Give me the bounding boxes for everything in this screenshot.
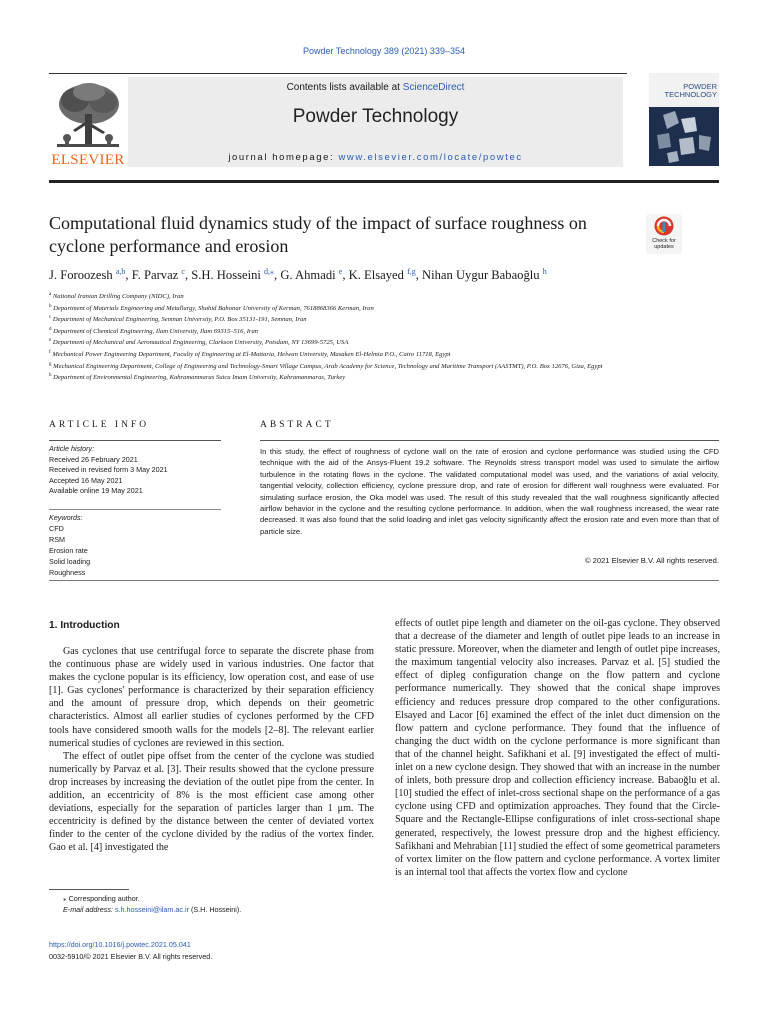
doi-link[interactable]: https://doi.org/10.1016/j.powtec.2021.05.041 — [49, 940, 191, 949]
affiliation-item — [49, 290, 719, 302]
email-label: E-mail address: — [63, 904, 115, 914]
author-name[interactable] — [191, 268, 274, 282]
issn-copyright: 0032-5910/© 2021 Elsevier B.V. All rights reserved. — [49, 952, 213, 961]
header-bottom-rule — [49, 180, 719, 183]
cover-title-line-2: TECHNOLOGY — [664, 90, 717, 99]
footnotes — [49, 894, 374, 915]
cover-title — [651, 83, 717, 99]
corresponding-author-note: ⁎ Corresponding author. — [63, 894, 140, 903]
author-name-text: Nihan Uygur Babaoğlu — [422, 268, 540, 283]
affiliation-item — [49, 336, 719, 348]
affiliation-key: d — [49, 326, 52, 332]
contents-line — [128, 82, 623, 93]
affiliation-text: Department of Materials Engineering and Metallurgy, Shahid Bahonar University of Kerman, 7618868366 Kerman, Iran — [53, 304, 374, 312]
body-column-right — [395, 617, 720, 879]
body-column-left — [49, 645, 374, 855]
history-item: Received in revised form 3 May 2021 — [49, 465, 168, 475]
footnote-rule — [49, 889, 129, 890]
affiliation-text: Department of Mechanical and Aeronautical Engineering, Clarkson University, Potsdam, NY 13699-5725, USA — [52, 339, 349, 347]
author-name-text: F. Parvaz — [131, 268, 179, 283]
affiliation-key: b — [49, 303, 52, 309]
crossmark-label-line-1: Check for — [652, 238, 676, 244]
keywords-label: Keywords: — [49, 513, 83, 522]
keywords-list — [49, 512, 221, 578]
elsevier-wordmark: ELSEVIER — [51, 152, 125, 168]
abstract-copyright: © 2021 Elsevier B.V. All rights reserved. — [584, 556, 719, 565]
author-name[interactable] — [132, 268, 185, 282]
keyword-item: RSM — [49, 535, 65, 544]
history-item: Accepted 16 May 2021 — [49, 475, 123, 485]
keyword-item: CFD — [49, 524, 64, 533]
author-name-text: K. Elsayed — [348, 268, 404, 283]
author-affiliation-sup[interactable]: h — [542, 267, 547, 276]
affiliation-item — [49, 325, 719, 337]
section-heading-introduction: 1. Introduction — [49, 620, 120, 631]
sciencedirect-link[interactable]: ScienceDirect — [402, 82, 465, 93]
author-name-text: G. Ahmadi — [280, 268, 336, 283]
author-affiliation-sup[interactable]: c — [181, 267, 185, 276]
journal-reference[interactable]: Powder Technology 389 (2021) 339–354 — [303, 46, 465, 56]
author-list: J. Foroozesh $^{a,b}$, F. Parvaz $^c$, S.H. Hosseini $^{d,⁎}$, G. Ahmadi $^e$, K. Elsayed $^{f,g}$, Nihan Uygur Babaoğlu $^h$ — [49, 267, 547, 283]
affiliation-key: c — [49, 315, 52, 321]
contents-prefix: Contents lists available at — [286, 82, 403, 93]
affiliation-list — [49, 290, 719, 383]
email-link[interactable]: s.h.hosseini@ilam.ac.ir — [114, 904, 189, 914]
affiliation-text: Mechanical Engineering Department, College of Engineering and Technology-Smart Village Campus, Arab Academy for Science, Technology and Maritime Transport (AASTMT), P.O. Box 12676, Giza, Egypt — [53, 362, 603, 370]
affiliation-key: h — [49, 373, 52, 379]
journal-title: Powder Technology — [292, 106, 459, 127]
affiliation-text: Mechanical Power Engineering Department, Faculty of Engineering at El-Mattaria, Helwan University, Masaken El-Helmia P.O., Cairo 11718, Egypt — [52, 351, 451, 359]
article-info-heading: ARTICLE INFO — [49, 420, 150, 430]
affiliation-key: g — [49, 361, 52, 367]
homepage-link[interactable]: www.elsevier.com/locate/powtec — [338, 152, 523, 163]
affiliation-item — [49, 348, 719, 360]
affiliation-item — [49, 360, 719, 372]
homepage-label: journal homepage: — [228, 152, 339, 163]
author-affiliation-sup[interactable]: f,g — [407, 267, 416, 276]
affiliation-key: e — [49, 338, 52, 344]
article-info-rule — [49, 440, 221, 441]
body-paragraph: The effect of outlet pipe offset from the center of the cyclone was studied numerically by Parvaz et al. [3]. Their results showed that the cyclone pressure drop increases by increasing the deviation of the outlet pipe from the center. In addition, an eccentricity of 8% is the most efficient case among other deviations, especially for the separation of particles larger than 1 μm. The eccentricity is defined by the distance between the center of deviated vortex finder to the center of the cyclone divided by the radius of the vortex finder. Gao et al. [4] investigated the — [49, 750, 374, 854]
email-owner: (S.H. Hosseini). — [188, 904, 242, 914]
affiliation-item — [49, 371, 719, 383]
history-label: Article history: — [49, 444, 95, 453]
keyword-item: Roughness — [49, 568, 86, 577]
abstract-heading: ABSTRACT — [260, 420, 334, 430]
affiliation-text: Department of Mechanical Engineering, Semnan University, P.O. Box 35131-191, Semnan, Iran — [52, 316, 307, 324]
keyword-item: Erosion rate — [49, 546, 88, 555]
journal-cover-thumbnail[interactable] — [649, 73, 719, 166]
cover-artwork-icon — [649, 107, 719, 166]
affiliation-key: a — [49, 292, 52, 297]
history-item: Available online 19 May 2021 — [49, 486, 143, 496]
author-name[interactable] — [349, 268, 416, 282]
history-item: Received 26 February 2021 — [49, 454, 138, 464]
author-name-text: J. Foroozesh — [49, 268, 113, 283]
affiliation-item — [49, 313, 719, 325]
author-name[interactable] — [49, 268, 125, 282]
email-note — [49, 905, 374, 916]
body-paragraph: effects of outlet pipe length and diameter on the oil-gas cyclone. They observed that a decrease of the diameter and length of outlet pipe leads to an increase in static pressure. Moreover, when the diameter and length of outlet pipe increases, the maximum tangential velocity also increases. Parvaz et al. [5] studied the effect of dipleg configuration change on the flow pattern and cyclone performance numerically. They showed that the conical shape improves efficiency and reduces pressure drop compared to the other configurations. Elsayed and Lacor [6] examined the effect of the inlet duct dimension on the flow pattern and cyclone performance. They found that the influence of changing the duct width on the cyclone performance is more significant than that of the channel height. Safikhani et al. [9] investigated the effect of multi-inlet on a new cyclone design. They showed that with an increase in the number of inlets, both pressure drop and collection efficiency increase. Babaoğlu et al. [10] studied the effect of inlet-cross sectional shape on the performance of a gas cyclone using CFD and optimization approaches. They found that the Circle-Square and the Rectangle-Ellipse configurations of inlet cross-sectional shape generated, respectively, the lowest pressure drop and the highest efficiency. Safikhani and Mehrabian [11] studied the effect of some geometrical parameters of vortex limiter on the flow pattern and cyclone performance. A vortex limiter is an internal tool that affects the vortex flow and cyclone — [395, 618, 720, 878]
article-title: Computational fluid dynamics study of the impact of surface roughness on cyclone performance and erosion — [49, 213, 587, 256]
article-history — [49, 444, 221, 497]
keywords-rule — [49, 509, 221, 510]
author-affiliation-sup[interactable]: e — [338, 267, 343, 276]
section-divider — [49, 580, 719, 581]
affiliation-text: National Iranian Drilling Company (NIDC), Iran — [52, 293, 184, 301]
crossmark-label — [645, 238, 683, 250]
affiliation-item — [49, 302, 719, 314]
cover-title-line-1: POWDER — [683, 82, 717, 91]
keyword-item: Solid loading — [49, 557, 91, 566]
crossmark-label-line-2: updates — [654, 244, 674, 250]
author-name[interactable] — [422, 268, 547, 282]
journal-homepage — [128, 152, 623, 163]
affiliation-key: f — [49, 349, 51, 355]
author-affiliation-sup[interactable]: a,b — [115, 267, 126, 276]
author-name-text: S.H. Hosseini — [191, 268, 261, 283]
author-name[interactable] — [280, 268, 342, 282]
affiliation-text: Department of Chemical Engineering, Ilam University, Ilam 69315–516, Iran — [53, 327, 259, 335]
abstract-body: In this study, the effect of roughness of cyclone wall on the rate of erosion and cyclone performance was studied using the CFD technique with the aid of the Ansys-Fluent 19.2 software. The Reynolds stress transport model was used to simulate the airflow turbulence in the rotating flows in the cyclone. The validated computational model was used, and the variations of axial velocity, tangential velocity, collection efficiency, cyclone pressure drop, and rate of erosion for different wall roughness were evaluated. For simulating surface erosion, the Oka model was used. The result of this study revealed that the wall roughness significantly affected airflow behavior in the cyclone and the resulting cyclone performance. In addition, when the wall roughness increased, the wear rate decreased. It was also found that the solid loading and inlet gas velocity significantly affect the erosion rate and even more than that of particle size. — [260, 447, 719, 536]
author-affiliation-sup[interactable]: d,⁎ — [264, 267, 275, 276]
body-paragraph: Gas cyclones that use centrifugal force to separate the discrete phase from the continuous phase are widely used in various industries. One factor that makes the cyclone popular is its efficiency, low operation cost, and ease of use [1]. Gas cyclones' performance is characterized by their separation efficiency and the amount of pressure drop, which depends on their geometric characteristics. Almost all earlier studies of cyclones performed by the CFD tools have considered smooth walls for the models [2–8]. The relevant earlier numerical studies of cyclones are reviewed in this section. — [49, 646, 374, 749]
top-rule — [49, 73, 627, 74]
affiliation-text: Department of Environmental Engineering, Kahramanmaras Sutcu Imam University, Kahramanmaras, Turkey — [53, 374, 346, 382]
abstract-rule — [260, 440, 719, 441]
